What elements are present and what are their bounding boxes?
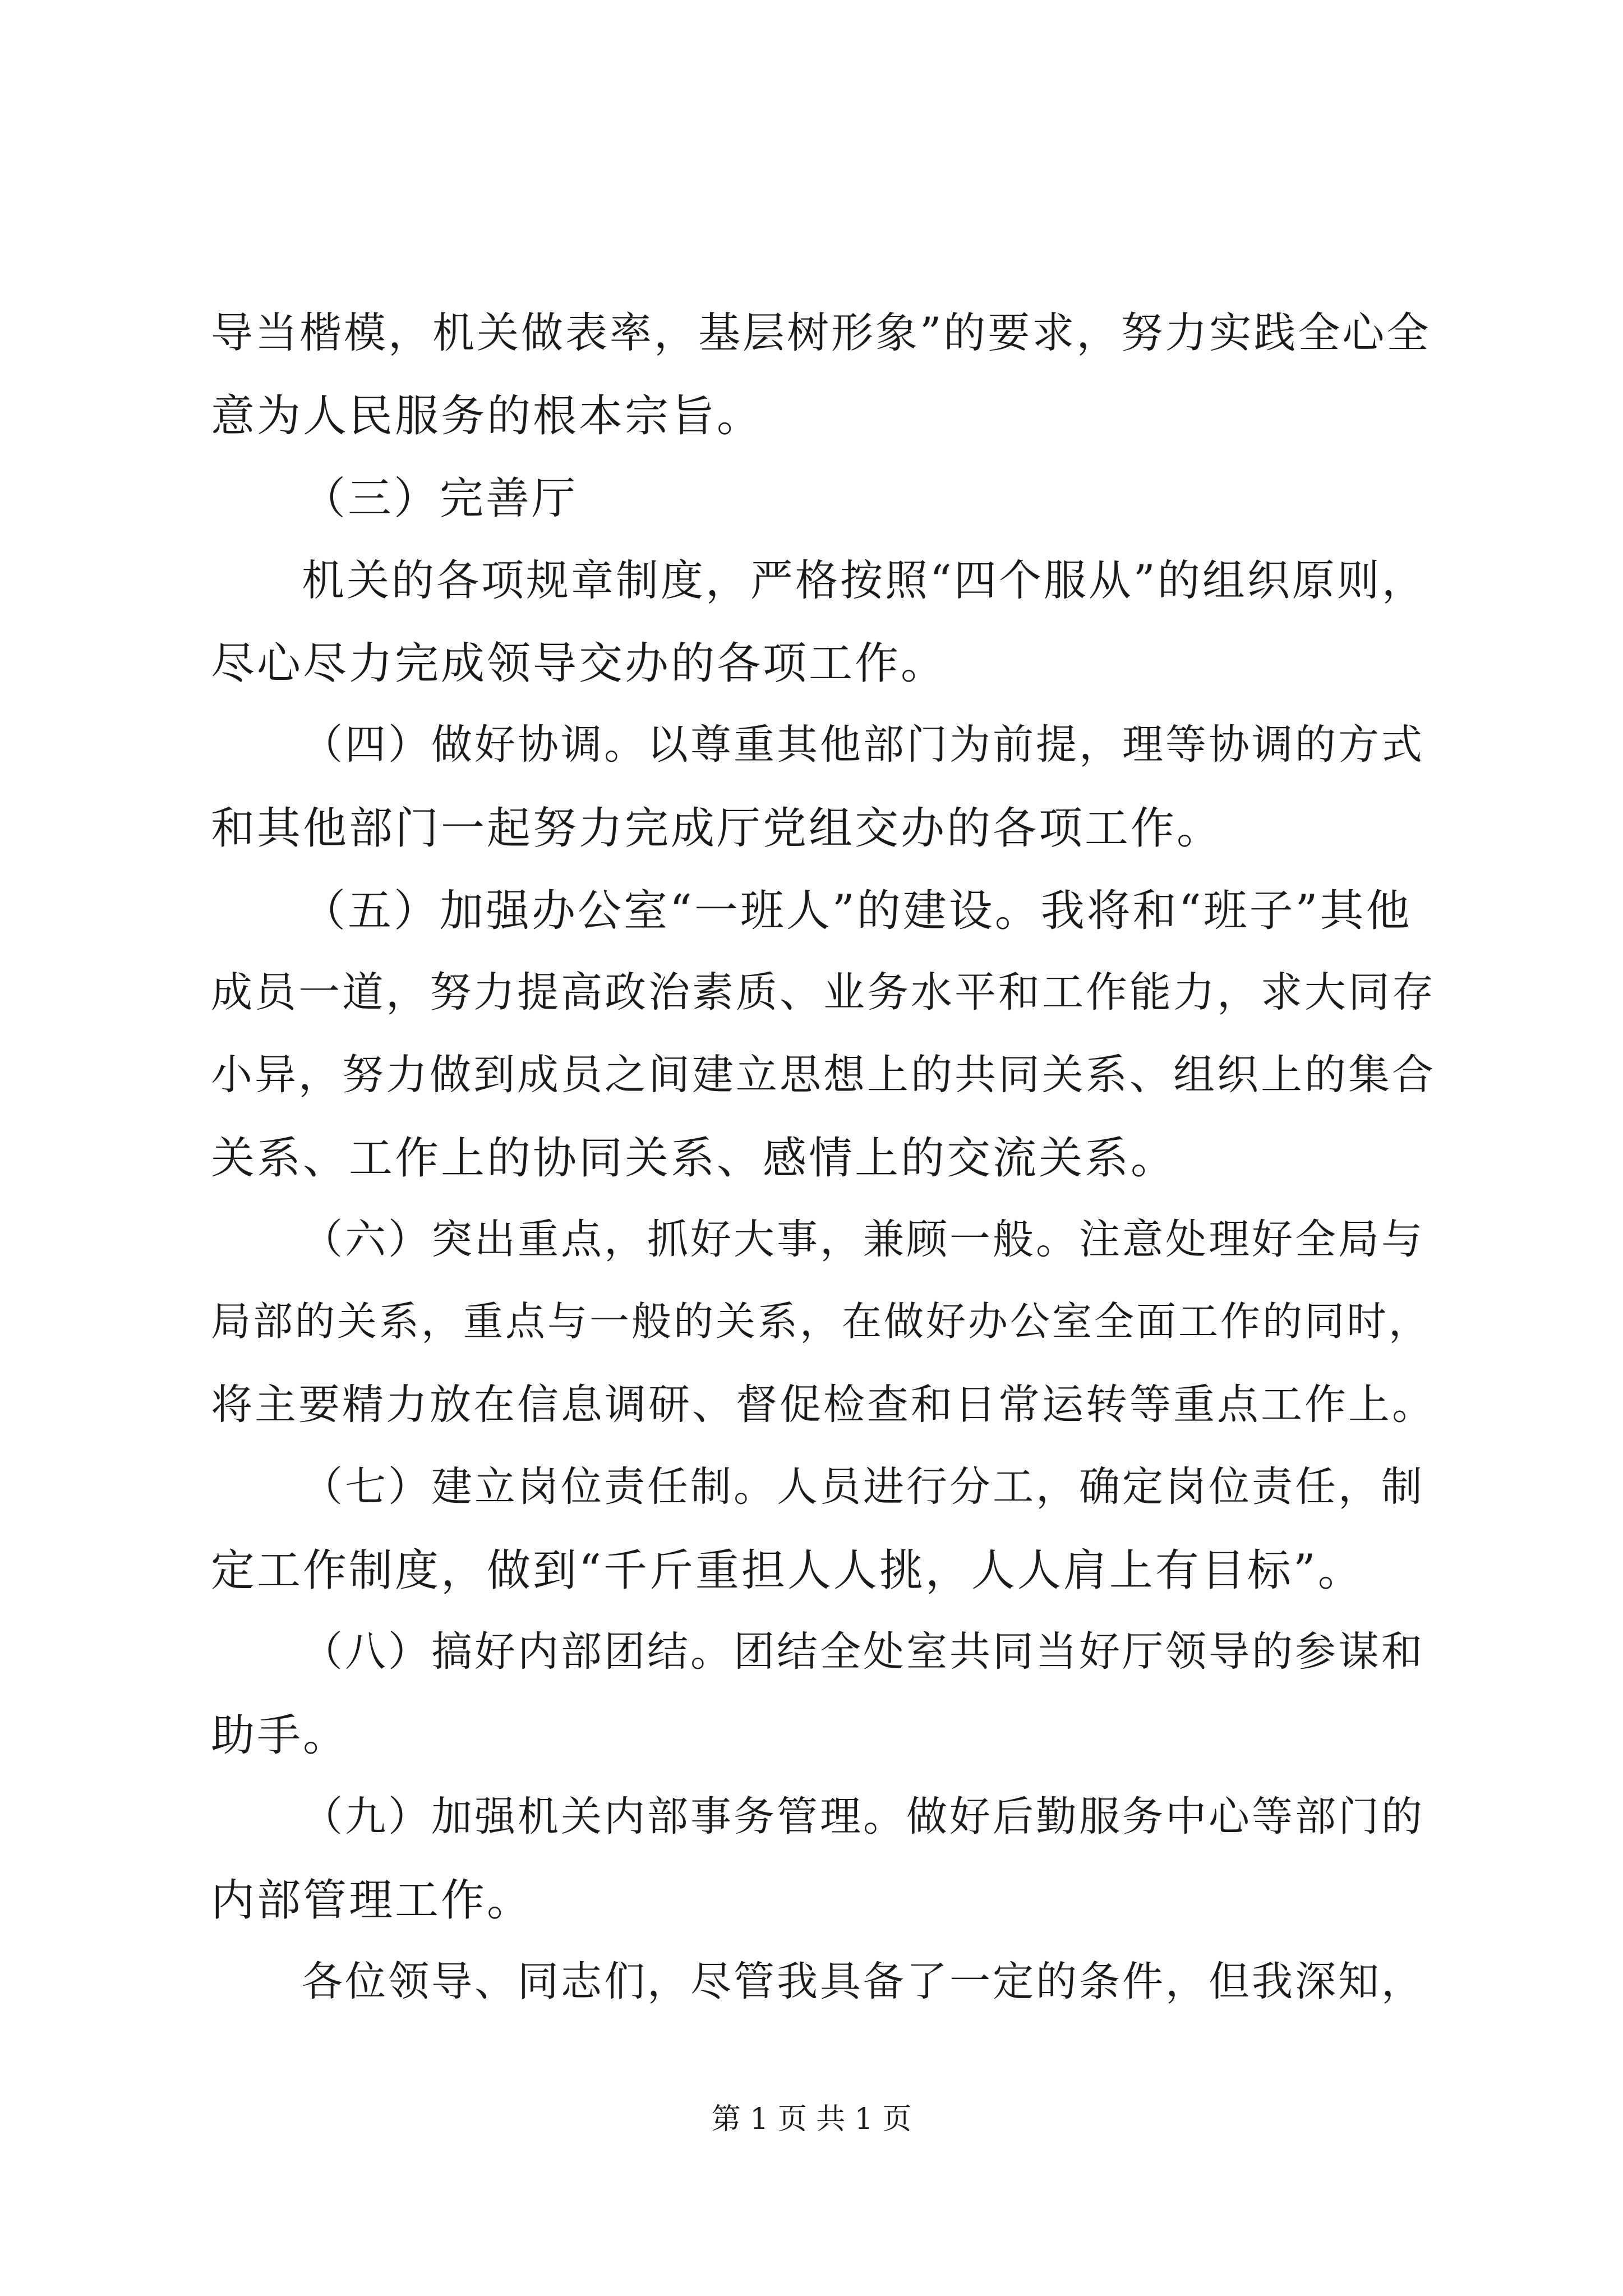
section-heading: （三）完善厅 xyxy=(302,473,578,524)
body-line: 内部管理工作。 xyxy=(211,1875,533,1926)
body-line: 尽心尽力完成领导交办的各项工作。 xyxy=(211,638,947,689)
body-line: 小异，努力做到成员之间建立思想上的共同关系、组织上的集合 xyxy=(211,1051,1436,1099)
paragraph-first-line: 机关的各项规章制度，严格按照“四个服从”的组织原则， xyxy=(302,555,1427,605)
paragraph-first-line: （八）搞好内部团结。团结全处室共同当好厅领导的参谋和 xyxy=(302,1628,1424,1676)
paragraph-first-line: （七）建立岗位责任制。人员进行分工，确定岗位责任，制 xyxy=(302,1463,1424,1511)
paragraph-first-line: 各位领导、同志们，尽管我具备了一定的条件，但我深知， xyxy=(302,1958,1424,2005)
body-line: 和其他部门一起努力完成厅党组交办的各项工作。 xyxy=(211,803,1223,854)
paragraph-first-line: （五）加强办公室“一班人”的建设。我将和“班子”其他 xyxy=(302,886,1412,936)
body-line: 助手。 xyxy=(211,1710,349,1761)
body-line: 意为人民服务的根本宗旨。 xyxy=(211,391,763,441)
paragraph-first-line: （六）突出重点，抓好大事，兼顾一般。注意处理好全局与 xyxy=(302,1216,1424,1263)
body-line: 局部的关系，重点与一般的关系，在做好办公室全面工作的同时， xyxy=(211,1298,1431,1345)
body-line: 成员一道，努力提高政治素质、业务水平和工作能力，求大同存 xyxy=(211,968,1436,1016)
body-line: 定工作制度，做到“千斤重担人人挑，人人肩上有目标”。 xyxy=(211,1545,1364,1596)
body-line: 将主要精力放在信息调研、督促检查和日常运转等重点工作上。 xyxy=(211,1381,1436,1429)
paragraph-first-line: （四）做好协调。以尊重其他部门为前提，理等协调的方式 xyxy=(302,721,1424,769)
body-line: 导当楷模，机关做表率，基层树形象”的要求，努力实践全心全 xyxy=(211,308,1431,357)
body-line: 关系、工作上的协同关系、感情上的交流关系。 xyxy=(211,1133,1177,1184)
paragraph-first-line: （九）加强机关内部事务管理。做好后勤服务中心等部门的 xyxy=(302,1793,1424,1841)
page-footer: 第 1 页 共 1 页 xyxy=(711,2102,912,2136)
